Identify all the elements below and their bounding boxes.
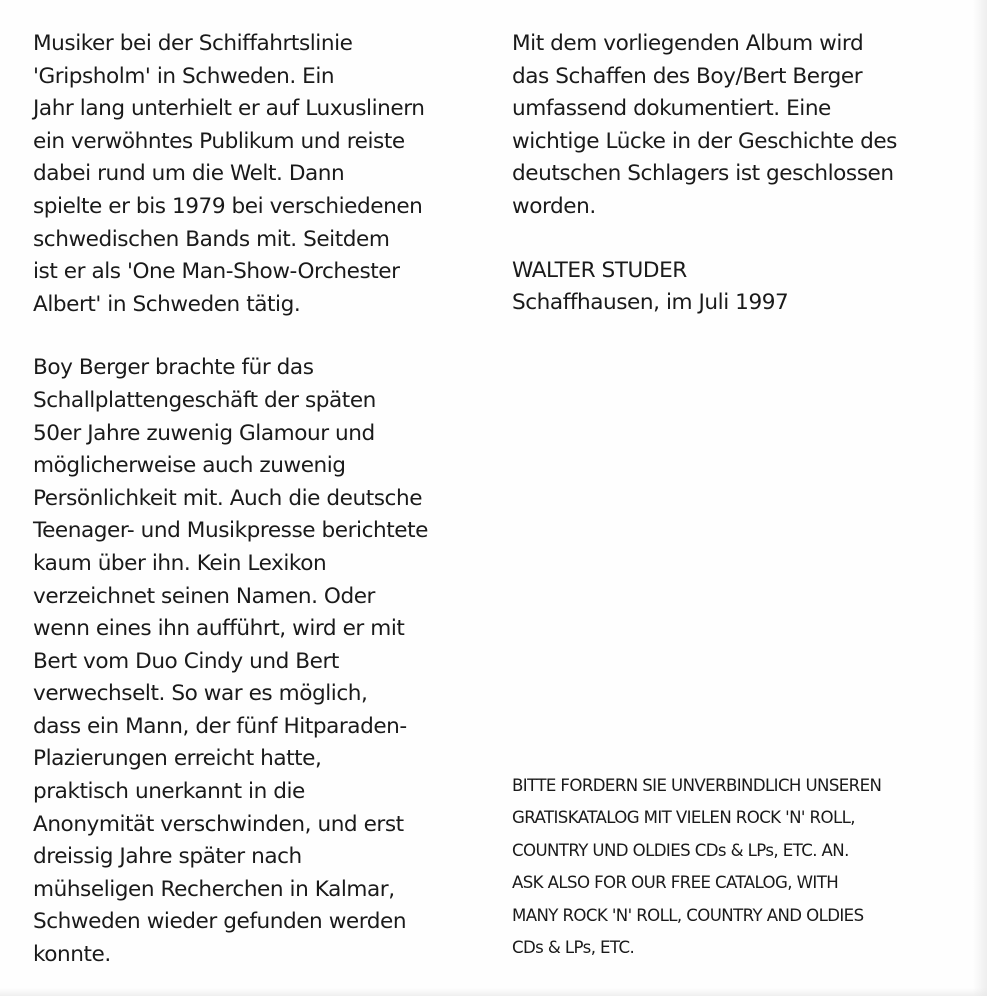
page-bottom-shadow bbox=[0, 988, 987, 996]
place-and-date: Schaffhausen, im Juli 1997 bbox=[512, 290, 789, 316]
biography-paragraph-2: Boy Berger brachte für das Schallplattengeschäft der späten 50er Jahre zuwenig Glamour und möglicherweise auch zuwenig Persönlichkeit mit. Auch die deutsche Teenager- und Musikpresse berichtete kaum über ihn. Kein Lexikon verzeichnet seinen Namen. Oder wenn eines ihn aufführt, wird er mit Bert vom Duo Cindy und Bert verwechselt. So war es möglich, dass ein Mann, der fünf Hitparaden- Plazierungen erreicht hatte, praktisch unerkannt in die Anonymität verschwinden, und erst dreissig Jahre später nach mühseligen Recherchen in Kalmar, Schweden wieder gefunden werden konnte. bbox=[33, 355, 428, 968]
page-edge-shadow bbox=[973, 0, 987, 996]
biography-paragraph-1: Musiker bei der Schiffahrtslinie 'Gripsholm' in Schweden. Ein Jahr lang unterhielt er auf Luxuslinern ein verwöhntes Publikum und reiste dabei rund um die Welt. Dann spielte er bis 1979 bei verschiedenen schwedischen Bands mit. Seitdem ist er als 'One Man-Show-Orchester Albert' in Schweden tätig. bbox=[33, 31, 425, 317]
catalog-notice: BITTE FORDERN SIE UNVERBINDLICH UNSEREN GRATISKATALOG MIT VIELEN ROCK 'N' ROLL, COUNTRY UND OLDIES CDs & LPs, ETC. AN. ASK ALSO FOR OUR FREE CATALOG, WITH MANY ROCK 'N' ROLL, COUNTRY AND OLDIES CDs & LPs, ETC. bbox=[512, 776, 882, 958]
author-name: WALTER STUDER bbox=[512, 257, 687, 283]
signature-block bbox=[512, 255, 952, 320]
right-text-column bbox=[512, 28, 952, 320]
closing-paragraph: Mit dem vorliegenden Album wird das Schaffen des Boy/Bert Berger umfassend dokumentiert. Eine wichtige Lücke in der Geschichte des deutschen Schlagers ist geschlossen worden. bbox=[512, 31, 897, 219]
left-text-column bbox=[33, 28, 478, 972]
